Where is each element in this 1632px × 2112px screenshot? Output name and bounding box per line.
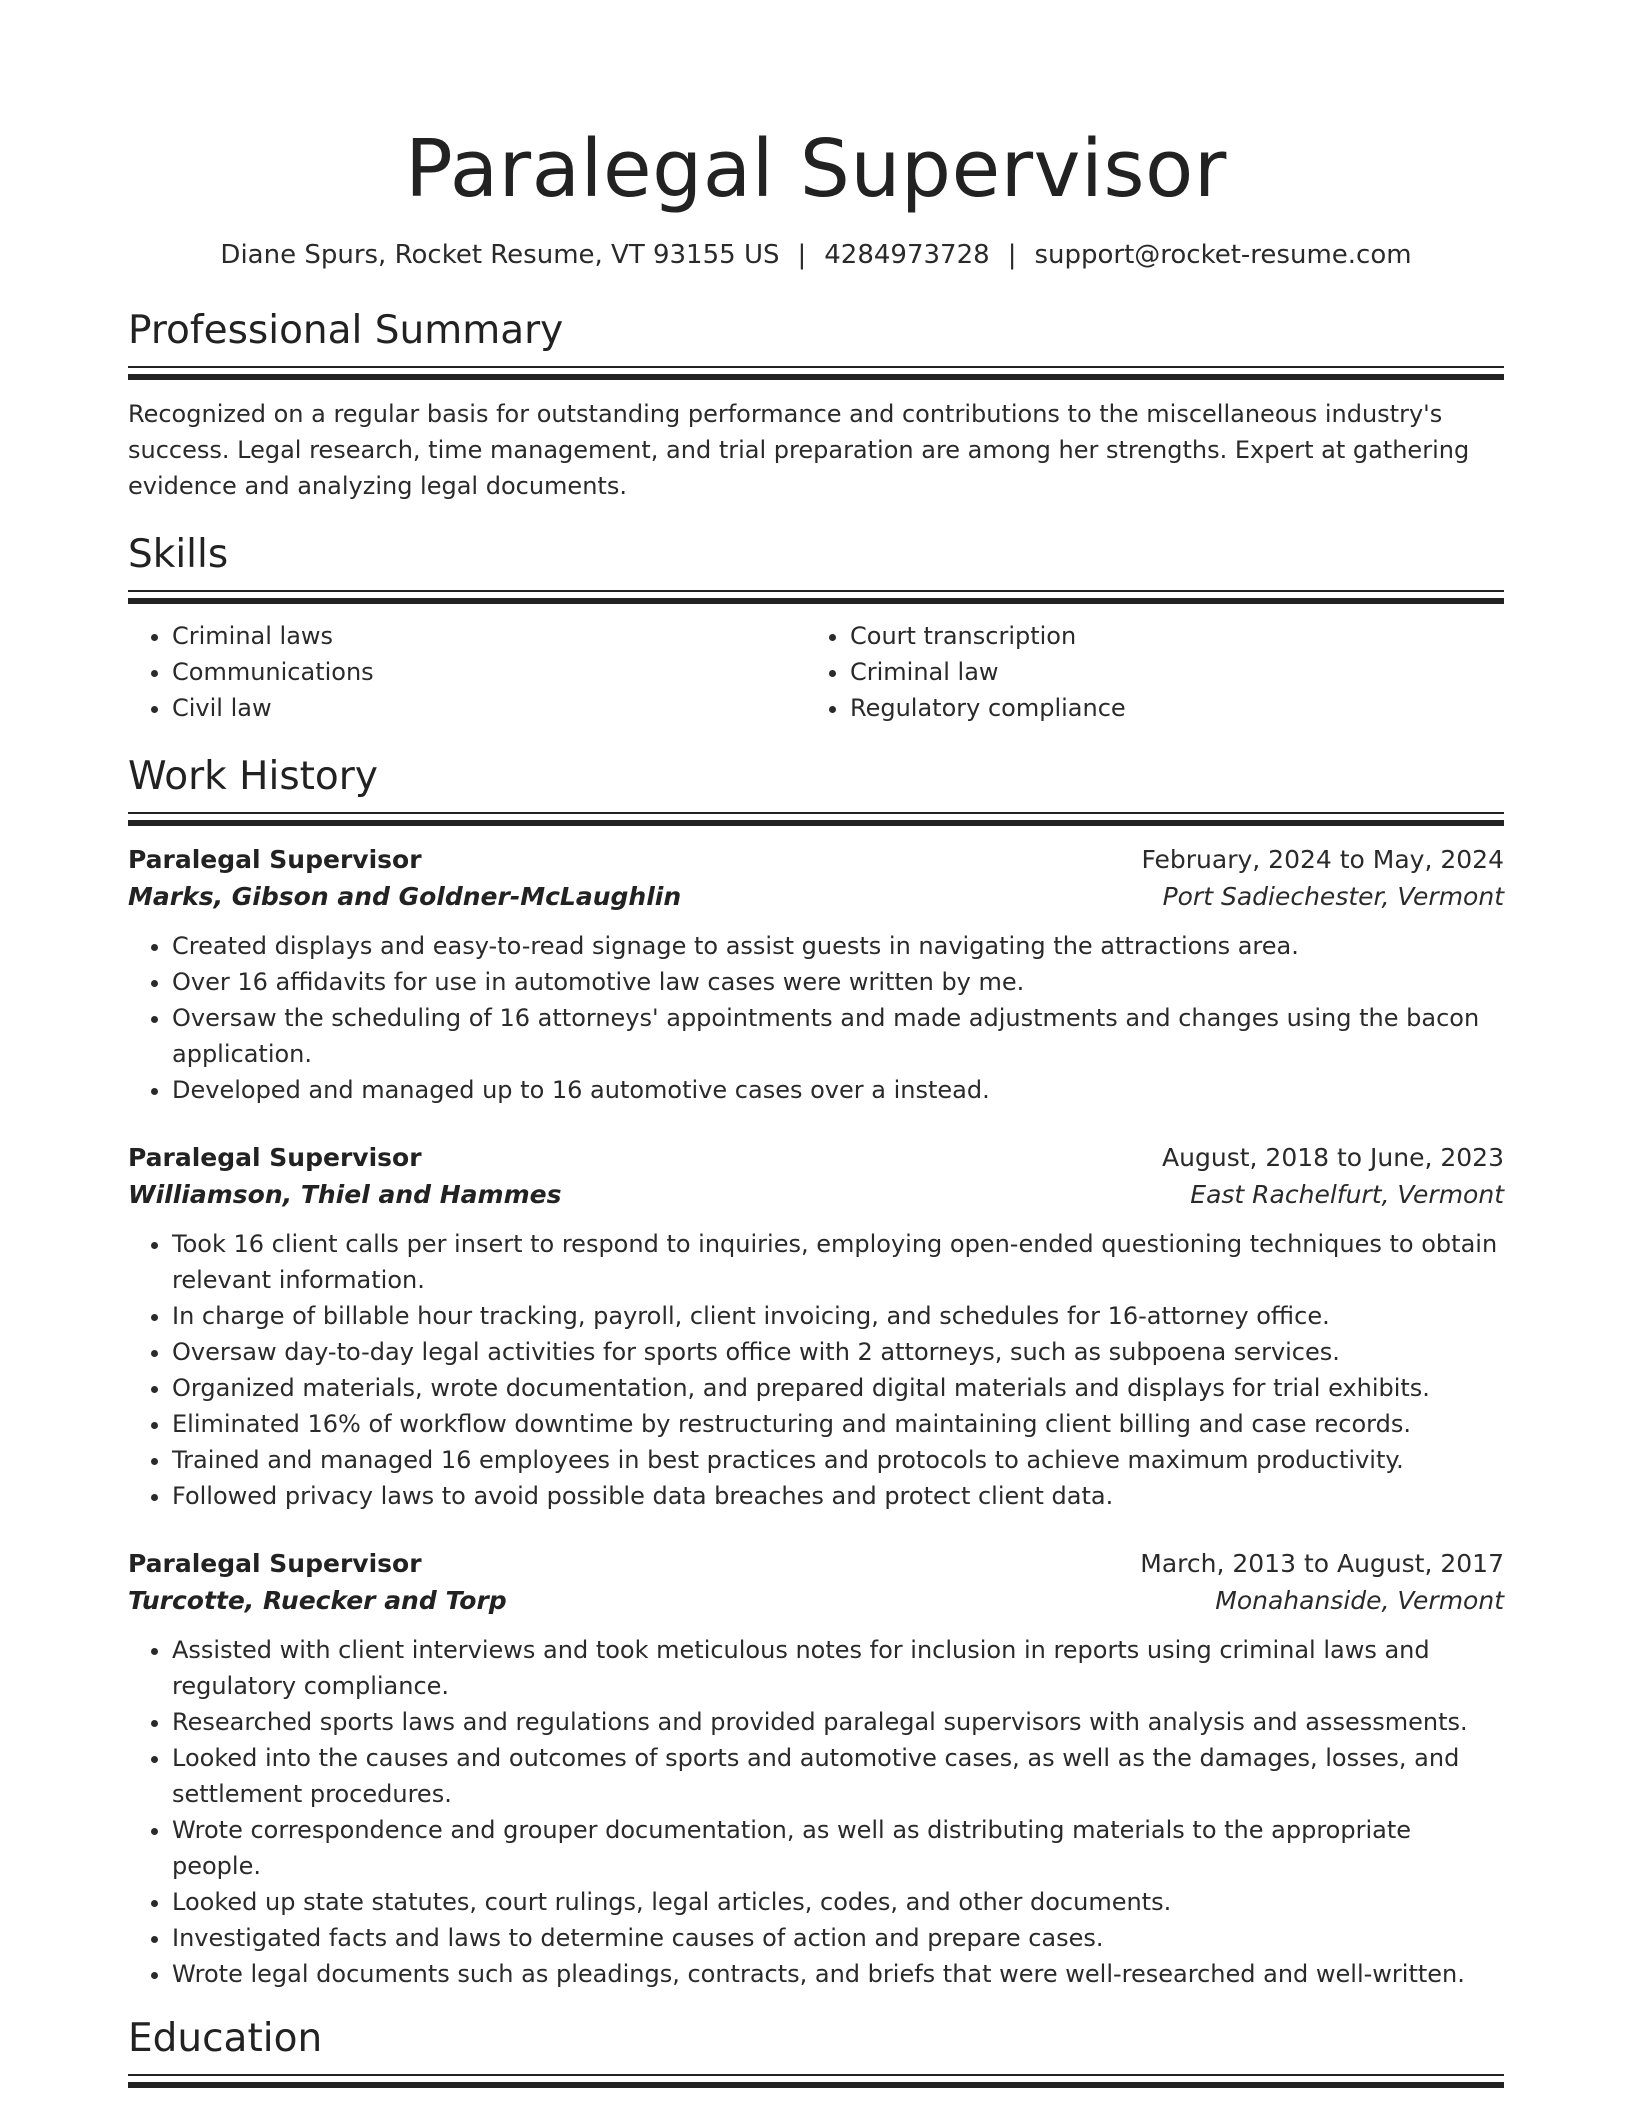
skill-item: • Civil law [172,690,806,726]
job-bullet: • Assisted with client interviews and took meticulous notes for inclusion in reports using criminal laws and regulatory compliance. [172,1632,1504,1704]
skill-item: • Criminal law [850,654,1484,690]
job-bullet: • Followed privacy laws to avoid possible data breaches and protect client data. [172,1478,1504,1514]
job-bullet: • Looked up state statutes, court rulings, legal articles, codes, and other documents. [172,1884,1504,1920]
job-bullets [128,1226,1504,1514]
job-bullet: • In charge of billable hour tracking, payroll, client invoicing, and schedules for 16-attorney office. [172,1298,1504,1334]
summary-section [128,308,1504,504]
section-rule-thick [128,374,1504,380]
skills-list-right [806,618,1484,726]
job-bullet: • Over 16 affidavits for use in automotive law cases were written by me. [172,964,1504,1000]
job-bullet: • Oversaw day-to-day legal activities for sports office with 2 attorneys, such as subpoena services. [172,1334,1504,1370]
summary-heading: Professional Summary [128,308,564,353]
job-company: Williamson, Thiel and Hammes [128,1180,562,1209]
job-bullet: • Oversaw the scheduling of 16 attorneys' appointments and made adjustments and changes using the bacon application. [172,1000,1504,1072]
job-bullet: • Eliminated 16% of workflow downtime by restructuring and maintaining client billing and case records. [172,1406,1504,1442]
skills-heading: Skills [128,532,229,577]
section-rule-thick [128,2082,1504,2088]
job-company: Marks, Gibson and Goldner-McLaughlin [128,882,682,911]
job-header [128,1546,1504,1582]
job-bullets [128,928,1504,1108]
job-dates: March, 2013 to August, 2017 [1140,1549,1504,1578]
work-heading: Work History [128,754,378,799]
job-subheader [128,1582,1504,1620]
job-dates: February, 2024 to May, 2024 [1141,845,1504,874]
job-title: Paralegal Supervisor [128,1549,422,1578]
job-dates: August, 2018 to June, 2023 [1162,1143,1504,1172]
skill-item: • Criminal laws [172,618,806,654]
job-bullet: • Researched sports laws and regulations and provided paralegal supervisors with analysis and assessments. [172,1704,1504,1740]
job-entry [128,842,1504,1108]
job-bullet: • Trained and managed 16 employees in best practices and protocols to achieve maximum productivity. [172,1442,1504,1478]
job-bullet: • Wrote legal documents such as pleadings, contracts, and briefs that were well-researched and well-written. [172,1956,1504,1992]
skill-item: • Communications [172,654,806,690]
skills-list-left [128,618,806,726]
job-header [128,1140,1504,1176]
section-rule-thin [128,2074,1504,2076]
contact-separator: | [1007,240,1017,270]
page-title: Paralegal Supervisor [405,123,1227,215]
education-section [128,2016,1504,2088]
education-heading: Education [128,2016,323,2061]
section-rule-thick [128,820,1504,826]
section-rule-thick [128,598,1504,604]
job-bullet: • Organized materials, wrote documentation, and prepared digital materials and displays for trial exhibits. [172,1370,1504,1406]
skill-item: • Regulatory compliance [850,690,1484,726]
section-rule-thin [128,366,1504,368]
contact-email[interactable]: support@rocket-resume.com [1034,240,1412,270]
summary-text: Recognized on a regular basis for outstanding performance and contributions to the miscellaneous industry's success. Legal research, time management, and trial preparation are among her strengths. Expert at gathering evidence and analyzing legal documents. [128,400,1470,500]
job-bullet: • Took 16 client calls per insert to respond to inquiries, employing open-ended questioning techniques to obtain relevant information. [172,1226,1504,1298]
job-bullets [128,1632,1504,1992]
job-company: Turcotte, Ruecker and Torp [128,1586,507,1615]
skills-section [128,532,1504,726]
work-section [128,754,1504,1992]
skill-item: • Court transcription [850,618,1484,654]
job-bullet: • Created displays and easy-to-read signage to assist guests in navigating the attractions area. [172,928,1504,964]
job-location: Monahanside, Vermont [1215,1586,1504,1615]
job-bullet: • Looked into the causes and outcomes of sports and automotive cases, as well as the damages, losses, and settlement procedures. [172,1740,1504,1812]
skills-columns [128,618,1504,726]
job-title: Paralegal Supervisor [128,845,422,874]
job-bullet: • Investigated facts and laws to determine causes of action and prepare cases. [172,1920,1504,1956]
job-subheader [128,878,1504,916]
section-rule-thin [128,812,1504,814]
contact-phone: 4284973728 [824,240,990,270]
job-entry [128,1140,1504,1514]
job-location: East Rachelfurt, Vermont [1190,1180,1504,1209]
job-location: Port Sadiechester, Vermont [1162,882,1504,911]
job-bullet: • Wrote correspondence and grouper documentation, as well as distributing materials to the appropriate people. [172,1812,1504,1884]
resume-page [128,0,1504,2088]
job-header [128,842,1504,878]
contact-separator: | [797,240,807,270]
section-rule-thin [128,590,1504,592]
job-bullet: • Developed and managed up to 16 automotive cases over a instead. [172,1072,1504,1108]
contact-line [128,238,1504,272]
job-entry [128,1546,1504,1992]
job-title: Paralegal Supervisor [128,1143,422,1172]
job-subheader [128,1176,1504,1214]
contact-address: Diane Spurs, Rocket Resume, VT 93155 US [220,240,780,270]
